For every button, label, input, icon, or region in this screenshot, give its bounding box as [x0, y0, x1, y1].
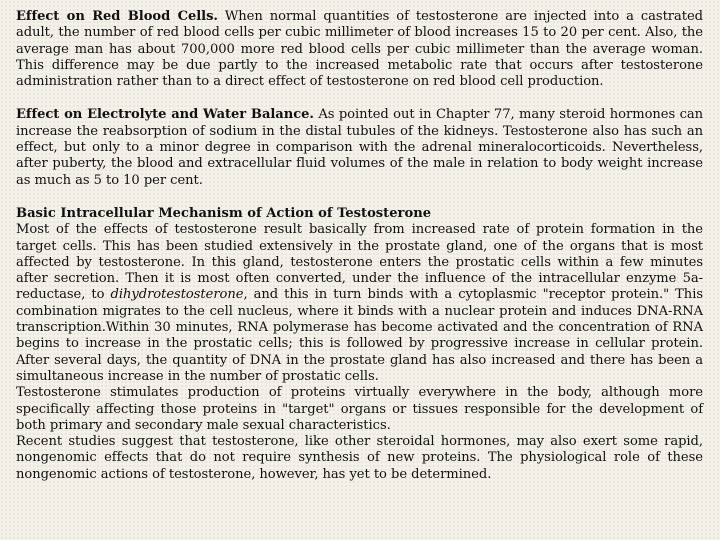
section-title-electrolyte-water: Effect on Electrolyte and Water Balance.	[16, 107, 314, 123]
dihydrotestosterone-term: dihydrotestosterone	[110, 287, 244, 303]
paragraph-electrolyte-water	[16, 107, 703, 188]
section-heading-intracellular-mechanism: Basic Intracellular Mechanism of Action of Testosterone	[16, 205, 432, 221]
spacer	[16, 189, 703, 206]
paragraph-protein-production: Testosterone stimulates production of proteins virtually everywhere in the body, although more specifically affecting those proteins in "target" organs or tissues responsible for the development of both primary and secondary male sexual characteristics.	[16, 385, 703, 433]
paragraph-protein-formation-part-b: , and this in turn binds with a cytoplasmic "receptor protein." This combination migrates to the cell nucleus, where it binds with a nuclear protein and induces DNA-RNA transcription.Within 30 minutes, RNA polymerase has become activated and the concentration of RNA begins to increase in the prostatic cells; this is followed by progressive increase in cellular protein. After several days, the quantity of DNA in the prostate gland has also increased and there has been a simultaneous increase in the number of prostatic cells.	[16, 287, 704, 384]
paragraph-protein-formation	[16, 222, 703, 385]
document-page	[16, 9, 703, 483]
section-text-electrolyte-water: As pointed out in Chapter 77, many steroid hormones can increase the reabsorption of sodium in the distal tubules of the kidneys. Testosterone also has such an effect, but only to a minor degree in comparison with the adrenal mineralocorticoids. Nevertheless, after puberty, the blood and extracellular fluid volumes of the male in relation to body weight increase as much as 5 to 10 per cent.	[16, 107, 703, 188]
paragraph-nongenomic-effects: Recent studies suggest that testosterone, like other steroidal hormones, may also exert some rapid, nongenomic effects that do not require synthesis of new proteins. The physiological role of these nongenomic actions of testosterone, however, has yet to be determined.	[16, 434, 703, 482]
paragraph-red-blood-cells	[16, 9, 703, 90]
paragraph-protein-formation-part-a: Most of the effects of testosterone result basically from increased rate of protein formation in the target cells. This has been studied extensively in the prostate gland, one of the organs that is most affected by testosterone. In this gland, testosterone enters the prostatic cells within a few minutes after secretion. Then it is most often converted, under the influence of the intracellular enzyme 5a-reductase, to	[16, 222, 703, 303]
section-text-red-blood-cells: When normal quantities of testosterone are injected into a castrated adult, the number of red blood cells per cubic millimeter of blood increases 15 to 20 per cent. Also, the average man has about 700,000 more red blood cells per cubic millimeter than the average woman. This difference may be due partly to the increased metabolic rate that occurs after testosterone administration rather than to a direct effect of testosterone on red blood cell production.	[16, 9, 703, 90]
section-title-red-blood-cells: Effect on Red Blood Cells.	[16, 9, 218, 24]
spacer	[16, 90, 703, 107]
